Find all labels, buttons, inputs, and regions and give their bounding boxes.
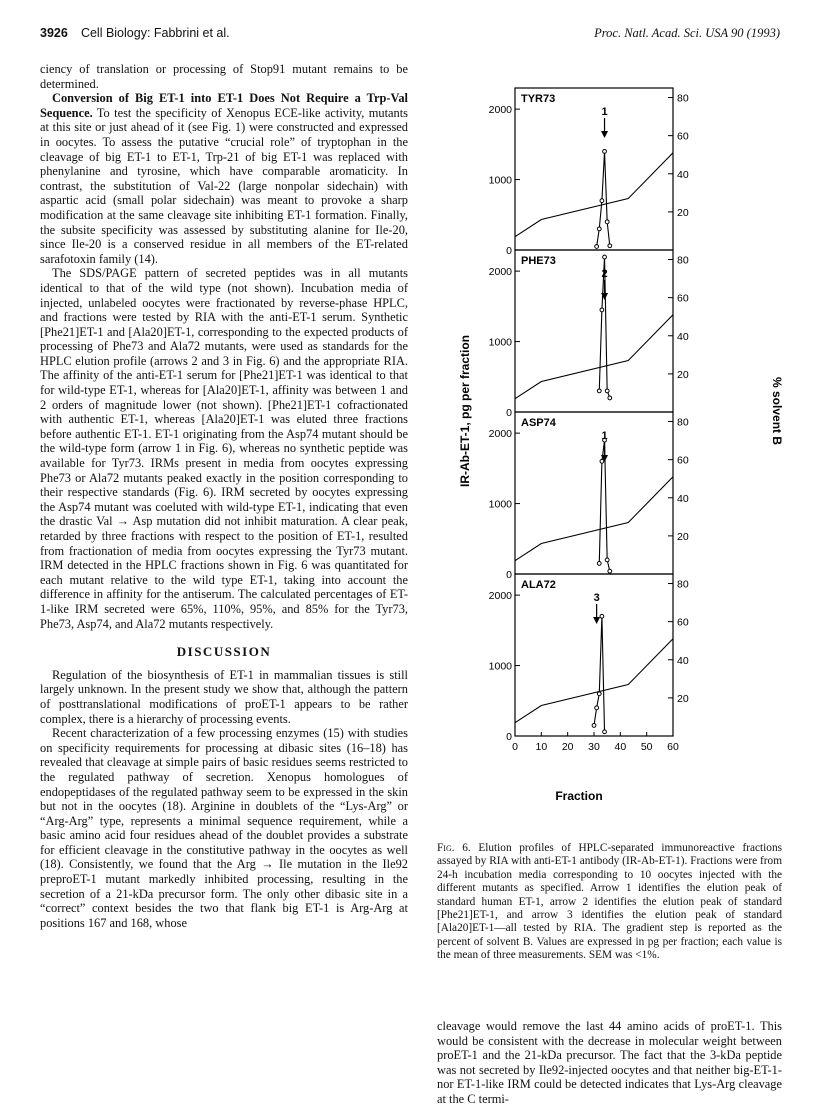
- panel-tyr73: [489, 88, 689, 257]
- x-tick-label: 30: [588, 741, 600, 753]
- left-tick-label: 0: [506, 407, 512, 419]
- discussion-heading: DISCUSSION: [176, 644, 272, 660]
- left-tick-label: 2000: [488, 428, 512, 441]
- series-solvent-b-line: [515, 315, 673, 399]
- series-ir-ab-et1-line: [594, 616, 605, 732]
- left-column: [40, 62, 408, 930]
- panel-title: ALA72: [521, 579, 556, 591]
- journal-citation: Proc. Natl. Acad. Sci. USA 90 (1993): [594, 26, 780, 40]
- data-point: [603, 730, 607, 734]
- right-tick-label: 80: [677, 254, 689, 267]
- right-tick-label: 40: [677, 330, 689, 343]
- panel-title: PHE73: [521, 255, 556, 267]
- discussion-paragraph-2: Recent characterization of a few processing enzymes (15) with studies on specificity requirements for processing at dibasic sites (16–18) has revealed that cleavage at simple pairs of basic residues seems restricted to the regulated pathway of secretion. Xenopus homologues of endopeptidases of the regulated pathway seem to be expressed in the skin but not in the oocytes (18). Arginine in doublets of the “Lys-Arg” or “Arg-Arg” type, represents a minimal sequence requirement, while a basic amino acid four residues ahead of the doublet provides a substrate for efficient cleavage in the constitutive pathway in the oocytes as well (18). Consistently, we found that the Arg → Ile mutation in the Ile92 preproET-1 mutant markedly inhibited processing, resulting in the secretion of a 21-kDa precursor form. The only other dibasic site in a “correct” context besides the two that flank big ET-1 is Arg-Arg at positions 167 and 168, whose: [40, 726, 408, 930]
- page-header: [40, 26, 780, 46]
- left-tick-label: 1000: [488, 498, 512, 511]
- y-axis-right-label: % solvent B: [770, 376, 784, 446]
- series-solvent-b-line: [515, 477, 673, 561]
- panel-title: ASP74: [521, 417, 556, 429]
- right-tick-label: 60: [677, 454, 689, 467]
- paragraph-1-body: To test the specificity of Xenopus ECE-like activity, mutants at this site or just ahead of it (see Fig. 1) were constructed and expressed in oocytes. To assess the putative “crucial role” of tryptophan in the cleavage of big ET-1 to ET-1, Trp-21 of big ET-1 was replaced with phenylanine and tyrosine, which have comparable aromaticity. In contrast, the substitution of Val-22 (large nonpolar sidechain) with aspartic acid (small polar sidechain) was meant to provoke a sharp modification at the same cleavage site inhibiting ET-1 formation. Finally, the subsite specificity was assessed by substituting alanine for Ile-20, since Ile-20 is a conserved residue in all members of the ET-related sarafotoxin family (14).: [40, 105, 408, 266]
- right-paragraph-1: cleavage would remove the last 44 amino acids of proET-1. This would be consistent with the decrease in molecular weight between proET-1 and the 21-kDa precursor. The fact that the 3-kDa peptide was not secreted by Ile92-injected oocytes and that neither big-ET-1- nor ET-1-like IRM could be detected indicates that Lys-Arg cleavage at the C termi-: [437, 1019, 782, 1106]
- right-tick-label: 20: [677, 530, 689, 543]
- elution-arrowhead: [593, 617, 600, 624]
- left-tick-label: 1000: [488, 336, 512, 349]
- paragraph-1: [40, 91, 408, 266]
- caption-text: Elution profiles of HPLC-separated immunoreactive fractions assayed by RIA with anti-ET-1 antibody (IR-Ab-ET-1). Fractions were from 24-h incubation media corresponding to 10 oocytes injected with the different mutants as specified. Arrow 1 identifies the elution peak of standard human ET-1, arrow 2 identifies the elution peak of standard [Phe21]ET-1, and arrow 3 identifies the elution peak of standard [Ala20]ET-1—all tested by RIA. The gradient step is reported as the percent of solvent B. Values are expressed in pg per fraction; each value is the mean of three measurements. SEM was <1%.: [437, 842, 782, 962]
- series-solvent-b-line: [515, 153, 673, 237]
- data-point: [608, 396, 612, 400]
- panel-asp74: [489, 412, 689, 581]
- left-tick-label: 1000: [488, 174, 512, 187]
- data-point: [600, 614, 604, 618]
- arrow-label: 3: [593, 592, 600, 604]
- panel-frame: [515, 88, 673, 250]
- right-column: [437, 1019, 782, 1107]
- right-tick-label: 20: [677, 368, 689, 381]
- data-point: [595, 706, 599, 710]
- data-point: [597, 389, 601, 393]
- left-tick-label: 2000: [488, 590, 512, 603]
- left-tick-label: 0: [506, 569, 512, 581]
- right-tick-label: 60: [677, 292, 689, 305]
- left-tick-label: 2000: [488, 104, 512, 117]
- data-point: [597, 227, 601, 231]
- journal-section: Cell Biology: Fabbrini et al.: [80, 26, 230, 40]
- data-point: [605, 558, 609, 562]
- right-tick-label: 20: [677, 206, 689, 219]
- data-point: [597, 692, 601, 696]
- right-tick-label: 20: [677, 692, 689, 705]
- left-tick-label: 0: [506, 731, 512, 743]
- series-solvent-b-line: [515, 639, 673, 723]
- panel-frame: [515, 250, 673, 412]
- right-tick-label: 80: [677, 578, 689, 591]
- panel-phe73: [489, 250, 689, 419]
- paragraph-0: ciency of translation or processing of Stop91 mutant remains to be determined.: [40, 62, 408, 91]
- elution-arrowhead: [601, 131, 608, 138]
- arrow-label: 1: [601, 106, 608, 118]
- data-point: [600, 459, 604, 463]
- right-tick-label: 40: [677, 492, 689, 505]
- x-axis-label: Fraction: [555, 789, 603, 803]
- figure-caption: [437, 842, 782, 963]
- data-point: [603, 255, 607, 259]
- x-tick-label: 20: [561, 741, 574, 753]
- data-point: [605, 220, 609, 224]
- left-tick-label: 1000: [488, 660, 512, 673]
- x-tick-label: 0: [512, 741, 518, 753]
- panel-title: TYR73: [521, 93, 556, 105]
- data-point: [600, 199, 604, 203]
- right-tick-label: 60: [677, 616, 689, 629]
- right-tick-label: 40: [677, 654, 689, 667]
- data-point: [608, 244, 612, 248]
- x-tick-label: 60: [667, 741, 679, 753]
- data-point: [603, 149, 607, 153]
- page-number: 3926: [40, 26, 68, 40]
- data-point: [605, 389, 609, 393]
- data-point: [600, 308, 604, 312]
- right-tick-label: 40: [677, 168, 689, 181]
- right-tick-label: 60: [677, 130, 689, 143]
- x-tick-label: 10: [535, 741, 548, 753]
- data-point: [608, 569, 612, 573]
- right-tick-label: 80: [677, 92, 689, 105]
- x-tick-label: 40: [614, 741, 627, 753]
- section-heading-conversion: Conversion of Big ET-1 into ET-1 Does Not Require a Trp-Val Sequence.: [40, 91, 408, 120]
- data-point: [597, 562, 601, 566]
- arrow-label: 2: [601, 268, 608, 280]
- y-axis-left-label: IR-Ab-ET-1, pg per fraction: [458, 334, 472, 488]
- left-tick-label: 2000: [488, 266, 512, 279]
- arrow-label: 1: [601, 430, 608, 442]
- x-tick-label: 50: [640, 741, 653, 753]
- elution-profile-chart: [455, 86, 785, 806]
- figure-label: Fig. 6.: [437, 842, 471, 854]
- data-point: [595, 245, 599, 249]
- paragraph-2: The SDS/PAGE pattern of secreted peptides was in all mutants identical to that of the wild type (not shown). Incubation media of injected, unlabeled oocytes were fractionated by reverse-phase HPLC, and fractions were tested by RIA with the anti-ET-1 serum. Synthetic [Phe21]ET-1 and [Ala20]ET-1, corresponding to the expected products of processing of Phe73 and Ala72 mutants, were used as standards for the HPLC elution profile (arrows 2 and 3 in Fig. 6) and the appropriate RIA. The affinity of the anti-ET-1 serum for [Phe21]ET-1 was identical to that for wild-type ET-1, whereas for [Ala20]ET-1, affinity was between 1 and 2 orders of magnitude lower (not shown). [Phe21]ET-1 cofractionated with authentic ET-1, whereas [Ala20]ET-1 was eluted three fractions before authentic ET-1. ET-1 originating from the Asp74 mutant should be the wild-type form (arrow 1 in Fig. 6), whereas no synthetic peptide was available for Tyr73. IRMs present in media from oocytes expressing Phe73 or Ala72 mutants peaked exactly in the position corresponding to their respective standards (Fig. 6). IRM secreted by oocytes expressing the Asp74 mutant was coeluted with wild-type ET-1, indicating that even the drastic Val → Asp mutation did not inhibit maturation. A clear peak, retarded by three fractions with respect to the position of ET-1, resulted from fractionation of media from oocytes expressing the Tyr73 mutant. IRM detected in the HPLC fractions shown in Fig. 6 was quantitated for each mutant relative to the wild type ET-1, taking into account the difference in affinity for the antiserum. The calculated percentages of ET-1-like IRM secreted were 65%, 110%, 95%, and 85% for the Tyr73, Phe73, Asp74, and Ala72 mutants respectively.: [40, 266, 408, 631]
- left-tick-label: 0: [506, 245, 512, 257]
- right-tick-label: 80: [677, 416, 689, 429]
- data-point: [592, 724, 596, 728]
- panel-frame: [515, 412, 673, 574]
- panel-ala72: [489, 574, 689, 753]
- discussion-paragraph-1: Regulation of the biosynthesis of ET-1 in mammalian tissues is still largely unknown. In the present study we show that, although the pattern of posttranslational modifications of proET-1 appears to be rather complex, there is a hierarchy of processing events.: [40, 667, 408, 726]
- figure-6: [455, 86, 785, 806]
